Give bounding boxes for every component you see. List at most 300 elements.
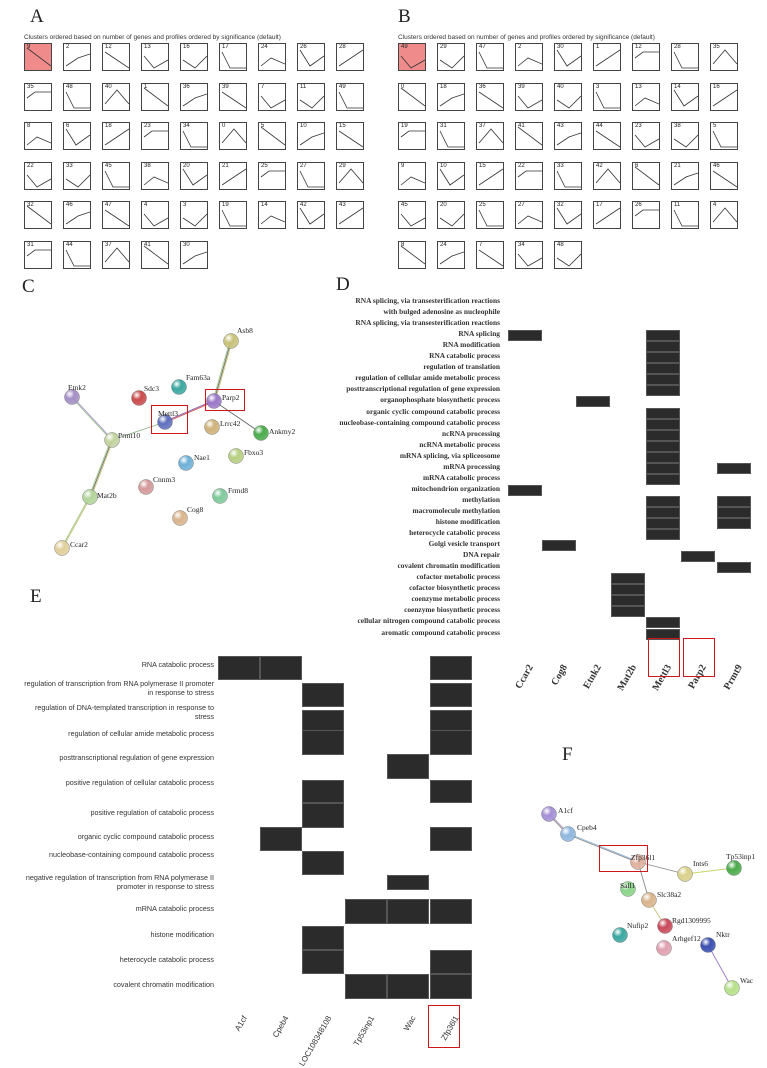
heatmap-cell [218,656,260,680]
profile-number: 37 [479,123,486,129]
go-term-label: cofactor metabolic process [416,572,500,582]
profile-tile[interactable] [102,83,130,111]
profile-number: 24 [440,241,447,248]
heatmap-cell [345,899,387,924]
network-node[interactable] [172,380,187,395]
profile-tile[interactable] [219,43,247,71]
heatmap-cell [430,974,472,999]
profile-number: 46 [66,202,73,208]
profile-line [339,131,363,147]
profile-tile[interactable] [63,201,91,229]
heatmap-cell [646,408,680,419]
network-node[interactable] [542,807,557,822]
heatmap-cell [717,507,751,518]
network-node-label: Prmt10 [118,431,141,440]
profile-number: 43 [339,202,346,208]
profile-line [105,248,129,262]
network-node[interactable] [725,981,740,996]
network-node-label: Cog8 [187,505,204,514]
profile-tile[interactable] [24,201,52,229]
go-term-label: nucleobase-containing compound catabolic process [48,850,214,859]
profile-tile[interactable] [554,201,582,229]
profile-tile[interactable] [515,162,543,190]
profile-line [713,131,737,147]
profile-number: 35 [713,44,720,50]
go-term-label: cellular nitrogen compound catabolic process [357,616,500,626]
profile-tile[interactable] [710,162,738,190]
profile-tile[interactable] [24,241,52,269]
profile-number: 26 [300,44,307,50]
profile-number: 33 [66,162,73,169]
network-node[interactable] [139,480,154,495]
profile-line [27,137,51,145]
profile-tile[interactable] [437,201,465,229]
heatmap-cell [302,730,344,755]
profile-tile[interactable] [710,83,738,111]
profile-line [105,210,129,226]
go-term-label: mRNA catabolic process [135,904,214,913]
heatmap-cell [717,562,751,573]
profile-tile[interactable] [398,201,426,229]
profile-line [674,135,698,147]
heatmap-cell [302,950,344,974]
heatmap-cell [302,780,344,803]
profile-line [635,167,659,185]
go-term-label: ncRNA processing [442,428,500,438]
profile-tile[interactable] [515,43,543,71]
profile-tile[interactable] [219,201,247,229]
profile-tile[interactable] [180,43,208,71]
profile-line [557,171,581,187]
heatmap-cell [430,683,472,707]
go-term-label: macromolecule methylation [412,505,500,515]
profile-line [300,208,324,224]
profile-line [300,133,324,145]
go-term-label: RNA catabolic process [141,660,214,669]
profile-tile[interactable] [710,201,738,229]
profile-tile[interactable] [398,162,426,190]
profile-tile[interactable] [632,201,660,229]
profile-tile[interactable] [63,43,91,71]
profile-line [66,92,90,108]
network-node[interactable] [658,919,673,934]
profile-line [674,90,698,106]
network-node[interactable] [613,928,628,943]
profile-tile[interactable] [593,201,621,229]
profile-tile[interactable] [554,162,582,190]
gene-column-label: Mettl3 [650,662,674,693]
profile-tile[interactable] [515,83,543,111]
profile-tile[interactable] [515,122,543,150]
go-term-label: histone modification [150,930,214,939]
profile-tile[interactable] [710,122,738,150]
profile-number: 19 [401,123,408,129]
network-node[interactable] [254,426,269,441]
go-term-label: regulation of DNA-templated transcription in response to stress [35,703,214,721]
network-node-label: Fbxo3 [244,448,264,457]
profile-line [440,131,464,147]
profile-line [557,133,581,145]
profile-number: 21 [222,162,229,169]
profile-tile[interactable] [632,43,660,71]
profile-tile[interactable] [141,241,169,269]
profile-line [222,92,246,108]
profile-tile[interactable] [297,201,325,229]
profile-line [66,129,90,145]
gene-highlight-box [648,638,680,677]
profile-tile[interactable] [63,162,91,190]
profile-tile[interactable] [593,162,621,190]
heatmap-cell [646,419,680,430]
profile-tile[interactable] [398,43,426,71]
panel-a-caption: Clusters ordered based on number of genes and profiles ordered by significance (default) [24,34,281,41]
profile-tile[interactable] [63,83,91,111]
heatmap-cell [430,827,472,851]
network-node[interactable] [179,456,194,471]
profile-tile[interactable] [180,241,208,269]
profile-number: 23 [144,123,151,129]
profile-tile[interactable] [336,201,364,229]
profile-number: 39 [518,83,525,90]
profile-number: 6 [635,162,639,169]
profile-line [479,250,503,266]
profile-line [183,214,207,226]
network-edge [72,397,112,440]
profile-number: 12 [105,44,112,50]
network-edge [89,440,111,497]
profile-tile[interactable] [398,241,426,269]
profile-tile[interactable] [554,241,582,269]
profile-tile[interactable] [219,122,247,150]
profile-line [557,254,581,266]
profile-line [518,58,542,66]
go-term-label: RNA splicing [458,329,500,339]
profile-tile[interactable] [63,122,91,150]
profile-line [479,210,503,226]
profile-tile[interactable] [437,43,465,71]
profile-tile[interactable] [476,241,504,269]
profile-tile[interactable] [710,43,738,71]
profile-tile[interactable] [515,201,543,229]
profile-tile[interactable] [219,83,247,111]
profile-tile[interactable] [437,122,465,150]
go-term-label: methylation [462,494,500,504]
profile-line [635,210,659,216]
network-node[interactable] [55,541,70,556]
profile-line [557,50,581,66]
profile-tile[interactable] [180,122,208,150]
profile-tile[interactable] [593,43,621,71]
profile-tile[interactable] [180,83,208,111]
profile-tile[interactable] [398,122,426,150]
network-node-label: Mettl3 [158,409,178,418]
profile-tile[interactable] [297,43,325,71]
heatmap-cell [681,551,715,562]
profile-tile[interactable] [671,122,699,150]
profile-line [27,175,51,187]
profile-number: 43 [557,123,564,129]
heatmap-cell [717,463,751,474]
network-node[interactable] [224,334,239,349]
profile-tile[interactable] [671,162,699,190]
profile-line [222,210,246,226]
profile-tile[interactable] [632,162,660,190]
profile-line [440,56,464,68]
profile-tile[interactable] [671,83,699,111]
profile-number: 28 [339,44,346,50]
profile-number: 27 [518,202,525,208]
heatmap-cell [387,754,429,779]
profile-tile[interactable] [593,83,621,111]
network-node-label: Sall1 [620,881,636,890]
profile-tile[interactable] [593,122,621,150]
network-node-label: Mat2b [97,491,117,500]
profile-line [713,50,737,64]
heatmap-cell [542,540,576,551]
profile-line [635,135,659,147]
profile-tile[interactable] [180,201,208,229]
profile-number: 19 [222,202,229,208]
profile-tile[interactable] [141,201,169,229]
network-node[interactable] [678,867,693,882]
profile-line [401,88,425,106]
profile-line [261,58,285,66]
profile-tile[interactable] [102,241,130,269]
profile-line [635,98,659,106]
profile-tile[interactable] [102,201,130,229]
profile-tile[interactable] [258,162,286,190]
heatmap-cell [646,374,680,385]
heatmap-cell [302,926,344,950]
network-node-label: Ints6 [693,859,708,868]
network-node[interactable] [727,861,742,876]
heatmap-cell [646,529,680,540]
profile-tile[interactable] [336,83,364,111]
profile-tile[interactable] [258,83,286,111]
heatmap-cell [260,827,302,851]
profile-number: 48 [557,241,564,248]
profile-tile[interactable] [437,162,465,190]
profile-line [27,92,51,98]
profile-tile[interactable] [102,43,130,71]
profile-tile[interactable] [336,122,364,150]
heatmap-cell [646,474,680,485]
profile-number: 36 [479,83,486,90]
panel-b-caption: Clusters ordered based on number of genes and profiles ordered by significance (default) [398,34,655,41]
heatmap-cell [302,851,344,875]
network-node[interactable] [561,827,576,842]
profile-tile[interactable] [258,122,286,150]
go-term-label: regulation of transcription from RNA polymerase II promoter in response to stress [24,679,214,697]
profile-tile[interactable] [632,122,660,150]
profile-line [401,246,425,264]
go-term-label: coenzyme biosynthetic process [404,605,500,615]
profile-tile[interactable] [336,43,364,71]
heatmap-cell [646,441,680,452]
network-node[interactable] [83,490,98,505]
profile-number: 41 [144,241,151,248]
profile-tile[interactable] [102,162,130,190]
profile-number: 14 [261,202,268,208]
profile-number: 45 [105,162,112,169]
profile-number: 10 [300,123,307,129]
profile-tile[interactable] [476,162,504,190]
go-term-label: nucleobase-containing compound catabolic process [339,417,500,427]
go-term-label: aromatic compound catabolic process [381,627,500,637]
network-edge [91,440,113,497]
heatmap-cell [430,656,472,680]
profile-tile[interactable] [24,122,52,150]
profile-number: 44 [66,241,73,248]
profile-line [261,171,285,177]
heatmap-cell [646,330,680,341]
profile-line [596,92,620,108]
profile-tile[interactable] [437,83,465,111]
profile-number: 40 [557,83,564,90]
profile-tile[interactable] [515,241,543,269]
profile-tile[interactable] [398,83,426,111]
profile-number: 25 [261,162,268,169]
profile-tile[interactable] [258,43,286,71]
network-node-label: Tp53inp1 [726,852,756,861]
gene-column-label: A1cf [233,1014,249,1033]
profile-number: 20 [440,202,447,208]
profile-tile[interactable] [671,43,699,71]
network-node[interactable] [229,449,244,464]
profile-number: 17 [222,44,229,50]
profile-line [261,96,285,108]
go-term-label: Golgi vesicle transport [428,539,500,549]
profile-tile[interactable] [297,83,325,111]
network-node[interactable] [205,420,220,435]
network-node-label: Ankmy2 [269,427,296,436]
heatmap-cell [302,803,344,828]
profile-tile[interactable] [141,122,169,150]
go-term-label: posttranscriptional regulation of gene expression [346,384,500,394]
profile-tile[interactable] [671,201,699,229]
profile-tile[interactable] [554,83,582,111]
profile-number: 45 [401,202,408,208]
profile-line [401,177,425,185]
profile-number: 39 [222,83,229,90]
profile-line [144,214,168,226]
heatmap-cell [646,363,680,374]
profile-line [674,52,698,68]
profile-number: 17 [596,202,603,208]
profile-tile[interactable] [141,83,169,111]
profile-number: 15 [339,123,346,129]
profile-tile[interactable] [632,83,660,111]
profile-line [596,131,620,147]
profile-tile[interactable] [437,241,465,269]
profile-line [222,129,246,143]
profile-number: 25 [479,202,486,208]
profile-tile[interactable] [297,122,325,150]
profile-number: 34 [183,123,190,129]
profile-line [557,208,581,224]
profile-line [674,173,698,185]
heatmap-cell [508,485,542,496]
profile-number: 38 [144,162,151,169]
profile-tile[interactable] [297,162,325,190]
gene-column-label: Parp2 [686,662,709,691]
heatmap-cell [260,656,302,680]
network-node-label: A1cf [558,806,573,815]
profile-line [713,90,737,106]
panel-f-network [500,790,767,1010]
profile-line [183,56,207,68]
profile-number: 22 [518,162,525,169]
profile-tile[interactable] [554,122,582,150]
heatmap-cell [646,617,680,628]
profile-tile[interactable] [258,201,286,229]
profile-tile[interactable] [476,122,504,150]
profile-number: 1 [144,83,148,90]
network-node[interactable] [701,938,716,953]
profile-tile[interactable] [63,241,91,269]
go-term-label: histone modification [435,517,500,526]
profile-number: 0 [401,83,405,90]
network-node[interactable] [657,941,672,956]
profile-tile[interactable] [554,43,582,71]
profile-line [27,48,51,66]
profile-tile[interactable] [141,43,169,71]
profile-tile[interactable] [24,43,52,71]
heatmap-cell [611,584,645,595]
profile-tile[interactable] [476,83,504,111]
profile-line [339,169,363,183]
profile-tile[interactable] [141,162,169,190]
go-term-label: heterocycle catabolic process [119,955,214,964]
go-term-label: negative regulation of transcription from RNA polymerase II promoter in response to stress [25,873,214,891]
network-node-label: Wac [740,976,754,985]
profile-tile[interactable] [219,162,247,190]
panel-b-letter: B [398,6,411,27]
profile-line [300,50,324,66]
gene-column-label: Mat2b [615,662,639,693]
profile-tile[interactable] [336,162,364,190]
go-term-label: organophosphate biosynthetic process [380,395,500,405]
network-node[interactable] [173,511,188,526]
profile-number: 30 [557,44,564,50]
profile-tile[interactable] [476,201,504,229]
profile-number: 46 [713,162,720,169]
profile-number: 49 [401,44,408,50]
go-term-label: positive regulation of cellular catabolic process [65,778,214,787]
profile-tile[interactable] [102,122,130,150]
network-node-label: Nufip2 [627,921,649,930]
profile-line [261,216,285,224]
network-node-label: Nktr [716,930,730,939]
profile-tile[interactable] [476,43,504,71]
network-node[interactable] [642,893,657,908]
profile-number: 29 [339,162,346,169]
profile-number: 32 [27,202,34,208]
go-term-label: regulation of cellular amide metabolic process [68,729,214,738]
profile-number: 8 [27,123,31,129]
profile-line [401,131,425,137]
profile-tile[interactable] [24,162,52,190]
heatmap-cell [430,950,472,974]
heatmap-cell [646,430,680,441]
go-term-label: with bulged adenosine as nucleophile [383,307,500,317]
panel-c-mettl3-highlight [151,405,188,434]
network-node[interactable] [213,489,228,504]
profile-tile[interactable] [24,83,52,111]
profile-tile[interactable] [180,162,208,190]
gene-column-label: Wac [402,1014,418,1033]
profile-number: 40 [105,83,112,90]
